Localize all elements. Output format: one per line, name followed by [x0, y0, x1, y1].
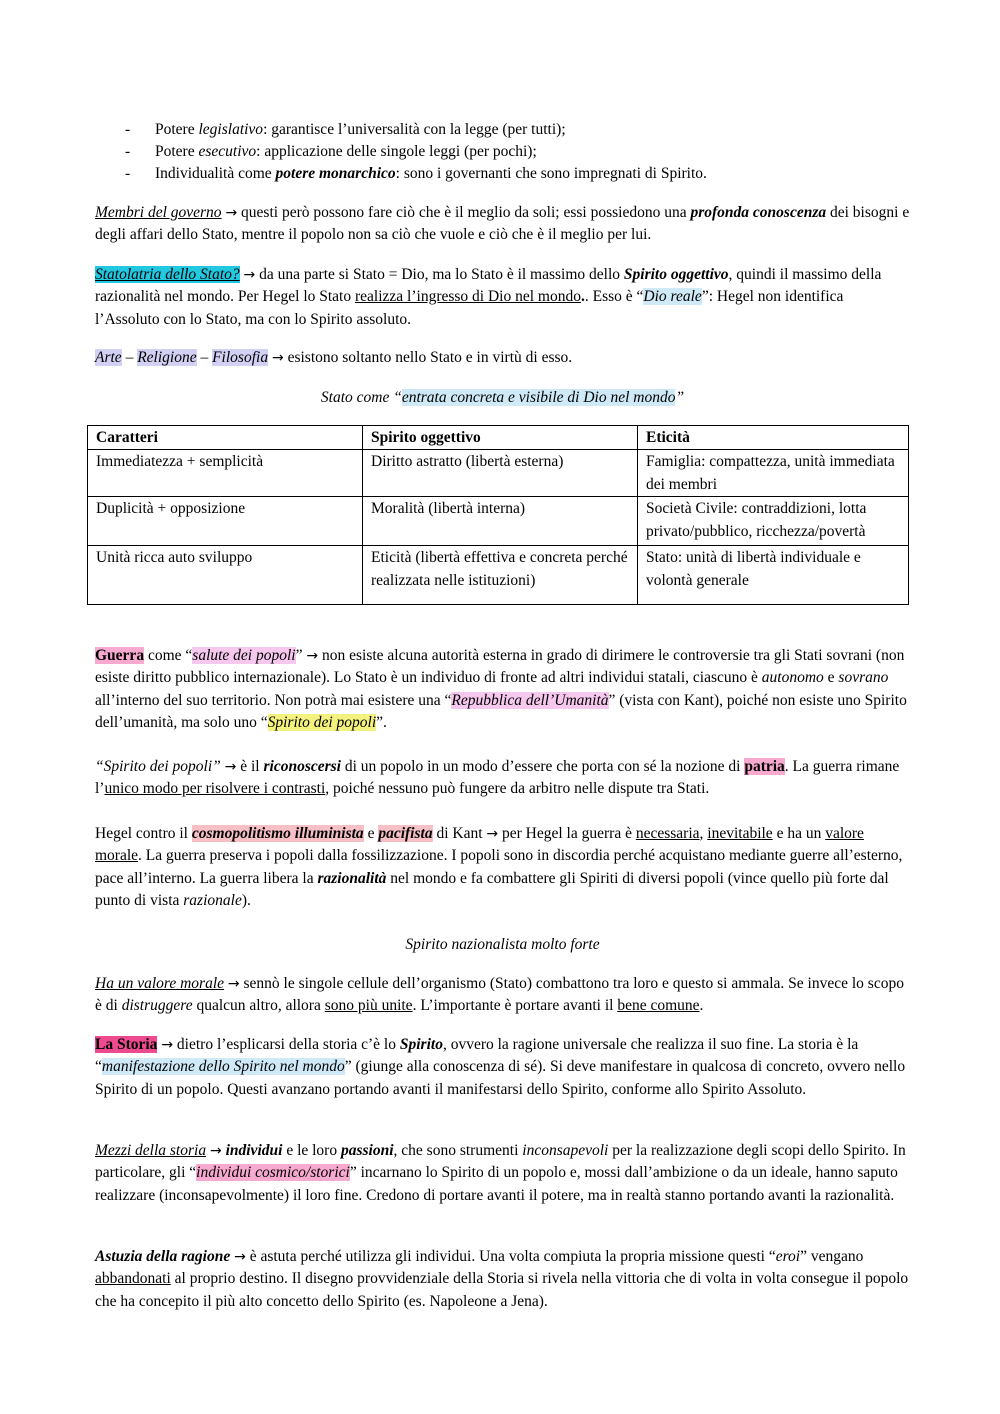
arrow-icon: → — [209, 1143, 222, 1159]
bullet-text: Potere esecutivo: applicazione delle singole leggi (per pochi); — [155, 143, 537, 160]
paragraph-statolatria: Statolatria dello Stato? → da una parte si Stato = Dio, ma lo Stato è il massimo dello Spirito oggettivo, quindi il massimo della razionalità nel mondo. Per Hegel lo Stato realizza l’ingresso di Dio nel mondo.. Esso è “Dio reale”: Hegel non identifica l’Assoluto con lo Stato, ma con lo Spirito assoluto. — [95, 266, 882, 328]
arrow-icon: → — [161, 1037, 174, 1053]
table-cell: Diritto astratto (libertà esterna) — [363, 450, 638, 497]
table-header: Spirito oggettivo — [363, 426, 638, 450]
table-header: Eticità — [638, 426, 909, 450]
table-row — [88, 546, 909, 605]
table-cell: Duplicità + opposizione — [88, 497, 363, 546]
table-cell: Moralità (libertà interna) — [363, 497, 638, 546]
arrow-icon: → — [306, 648, 319, 664]
table-header-row — [88, 426, 909, 450]
table-cell: Eticità (libertà effettiva e concreta perché realizzata nelle istituzioni) — [363, 546, 638, 605]
bullet-text: Potere legislativo: garantisce l’universalità con la legge (per tutti); — [155, 121, 566, 138]
arrow-icon: → — [225, 205, 238, 221]
caption-stato: Stato come “entrata concreta e visibile di Dio nel mondo” — [320, 389, 685, 406]
table-row — [88, 497, 909, 546]
table-cell: Famiglia: compattezza, unità immediata dei membri — [638, 450, 909, 497]
table-cell: Stato: unità di libertà individuale e volontà generale — [638, 546, 909, 605]
arrow-icon: → — [227, 976, 240, 992]
paragraph-astuzia-ragione: Astuzia della ragione → è astuta perché utilizza gli individui. Una volta compiuta la propria missione questi “eroi” vengano abbandonati al proprio destino. Il disegno provvidenziale della Storia si rivela nella vittoria che di volta in volta consegue il popolo che ha concepito il più alto concetto dello Spirito (es. Napoleone a Jena). — [95, 1248, 909, 1310]
table-header: Caratteri — [88, 426, 363, 450]
bullet-dash: - — [125, 165, 131, 182]
table-cell: Immediatezza + semplicità — [88, 450, 363, 497]
table-cell: Unità ricca auto sviluppo — [88, 546, 363, 605]
paragraph-membri-governo: Membri del governo → questi però possono fare ciò che è il meglio da soli; essi possiedono una profonda conoscenza dei bisogni e degli affari dello Stato, mentre il popolo non sa ciò che vuole e ciò che è il meglio per lui. — [95, 204, 910, 244]
paragraph-mezzi-storia: Mezzi della storia → individui e le loro passioni, che sono strumenti inconsapevoli per la realizzazione degli scopi dello Spirito. In particolare, gli “individui cosmico/storici” incarnano lo Spirito di un popolo e, mossi dall’ambizione o da un ideale, hanno saputo realizzare (inconsapevolmente) il loro fine. Credono di portare avanti il potere, ma in realtà stanno portando avanti la razionalità. — [95, 1142, 906, 1204]
bullet-text: Individualità come potere monarchico: sono i governanti che sono impregnati di Spirito. — [155, 165, 707, 182]
table-cell: Società Civile: contraddizioni, lotta privato/pubblico, ricchezza/povertà — [638, 497, 909, 546]
paragraph-la-storia: La Storia → dietro l’esplicarsi della storia c’è lo Spirito, ovvero la ragione universale che realizza il suo fine. La storia è la “manifestazione dello Spirito nel mondo” (giunge alla conoscenza di sé). Si deve manifestare in qualcosa di concreto, ovvero nello Spirito di un popolo. Questi avanzano portando avanti il manifestarsi dello Spirito, conforme allo Spirito Assoluto. — [95, 1036, 906, 1098]
bullet-dash: - — [125, 121, 131, 138]
paragraph-guerra: Guerra come “salute dei popoli” → non esiste alcuna autorità esterna in grado di dirimere le controversie tra gli Stati sovrani (non esiste diritto pubblico internazionale). Lo Stato è un individuo di fronte ad altri individui statali, ciascuno è autonomo e sovrano all’interno del suo territorio. Non potrà mai esistere una “Repubblica dell’Umanità” (vista con Kant), poiché non esiste uno Spirito dell’umanità, ma solo uno “Spirito dei popoli”. — [95, 647, 907, 731]
paragraph-arte-religione-filosofia: Arte – Religione – Filosofia → esistono soltanto nello Stato e in virtù di esso. — [95, 349, 573, 366]
bullet-dash: - — [125, 143, 131, 160]
arrow-icon: → — [486, 826, 499, 842]
arrow-icon: → — [271, 350, 284, 366]
caption-nazionalista: Spirito nazionalista molto forte — [405, 936, 600, 953]
table-caratteri — [87, 425, 909, 605]
arrow-icon: → — [224, 759, 237, 775]
table-row — [88, 450, 909, 497]
paragraph-valore-morale: Ha un valore morale → sennò le singole cellule dell’organismo (Stato) combattono tra loro e questo si ammala. Se invece lo scopo è di distruggere qualcun altro, allora sono più unite. L’importante è portare avanti il bene comune. — [95, 975, 904, 1015]
paragraph-hegel-contro: Hegel contro il cosmopolitismo illuminista e pacifista di Kant → per Hegel la guerra è necessaria, inevitabile e ha un valore morale. La guerra preserva i popoli dalla fossilizzazione. I popoli sono in discordia perché acquistano mediante guerre all’esterno, pace all’interno. La guerra libera la razionalità nel mondo e fa combattere gli Spiriti di diversi popoli (vince quello più forte dal punto di vista razionale). — [95, 825, 903, 909]
paragraph-spirito-dei-popoli: “Spirito dei popoli” → è il riconoscersi di un popolo in un modo d’essere che porta con sé la nozione di patria. La guerra rimane l’unico modo per risolvere i contrasti, poiché nessuno può fungere da arbitro nelle dispute tra Stati. — [95, 758, 900, 798]
arrow-icon: → — [234, 1249, 246, 1265]
arrow-icon: → — [243, 267, 256, 283]
